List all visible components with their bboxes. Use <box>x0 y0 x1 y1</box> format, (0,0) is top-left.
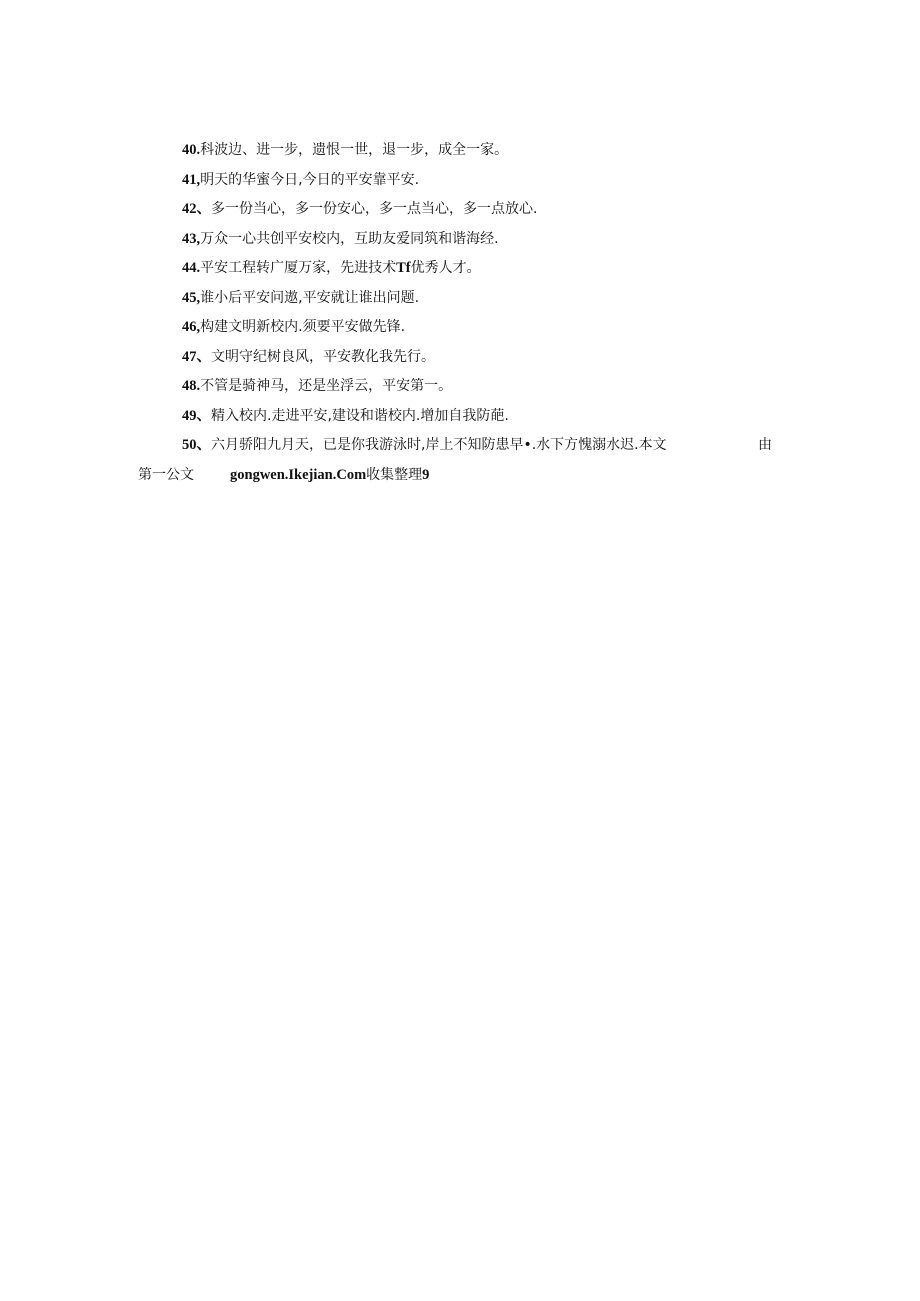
list-item <box>138 372 778 402</box>
item-text: 平安工程转广厦万家，先进技术 <box>200 260 397 276</box>
list-item <box>138 136 778 166</box>
credit-suffix: 收集整理 <box>366 466 423 483</box>
item-number: 41, <box>182 171 201 188</box>
item-number: 40. <box>182 142 201 158</box>
item-text: 六月骄阳九月天，已是你我游泳时,岸上不知防患早•.水下方愧溺水迟.本文 <box>211 437 667 453</box>
item-text: 文明守纪树良风，平安教化我先行。 <box>211 348 435 365</box>
item-text: 万众一心共创平安校内，互助友爱同筑和谐海经. <box>200 230 499 247</box>
list-item <box>138 402 778 432</box>
item-text: 谁小后平安问遨,平安就让谁出问题. <box>200 289 420 306</box>
item-text: 科波边、进一步，遗恨一世，退一步，成全一家。 <box>200 142 509 158</box>
item-text: 精入校内.走进平安,建设和谐校内.增加自我防葩. <box>211 407 509 424</box>
item-number: 43, <box>182 230 201 247</box>
source-credit <box>138 461 778 491</box>
slogan-list <box>138 136 778 490</box>
item-bold-fragment: Tf <box>396 260 411 276</box>
item-number: 45, <box>182 289 201 306</box>
list-item <box>138 431 778 461</box>
list-item <box>138 166 778 196</box>
list-item <box>138 254 778 284</box>
item-number: 46, <box>182 319 201 335</box>
item-number: 50、 <box>182 437 211 453</box>
list-item <box>138 284 778 314</box>
item-text: 不管是骑神马，还是坐浮云，平安第一。 <box>200 378 453 394</box>
item-number: 48. <box>182 378 201 394</box>
credit-prefix: 第一公文 <box>138 466 194 483</box>
item-text-continued: 优秀人才。 <box>410 260 481 276</box>
item-text: 构建文明新校内.须要平安做先锋. <box>200 319 406 335</box>
item-number: 44. <box>182 260 201 276</box>
list-item <box>138 195 778 225</box>
page-number: 9 <box>422 466 430 483</box>
credit-site: gongwen.Ikejian.Com <box>230 466 367 483</box>
item-trailing-char: 由 <box>758 437 772 453</box>
list-item <box>138 225 778 255</box>
list-item <box>138 343 778 373</box>
item-number: 47、 <box>182 348 211 365</box>
item-number: 49、 <box>182 407 211 424</box>
list-item <box>138 313 778 343</box>
item-number: 42、 <box>182 201 211 217</box>
item-text: 明天的华蜜今日,今日的平安靠平安. <box>200 171 420 188</box>
item-text: 多一份当心，多一份安心，多一点当心，多一点放心. <box>211 201 538 217</box>
